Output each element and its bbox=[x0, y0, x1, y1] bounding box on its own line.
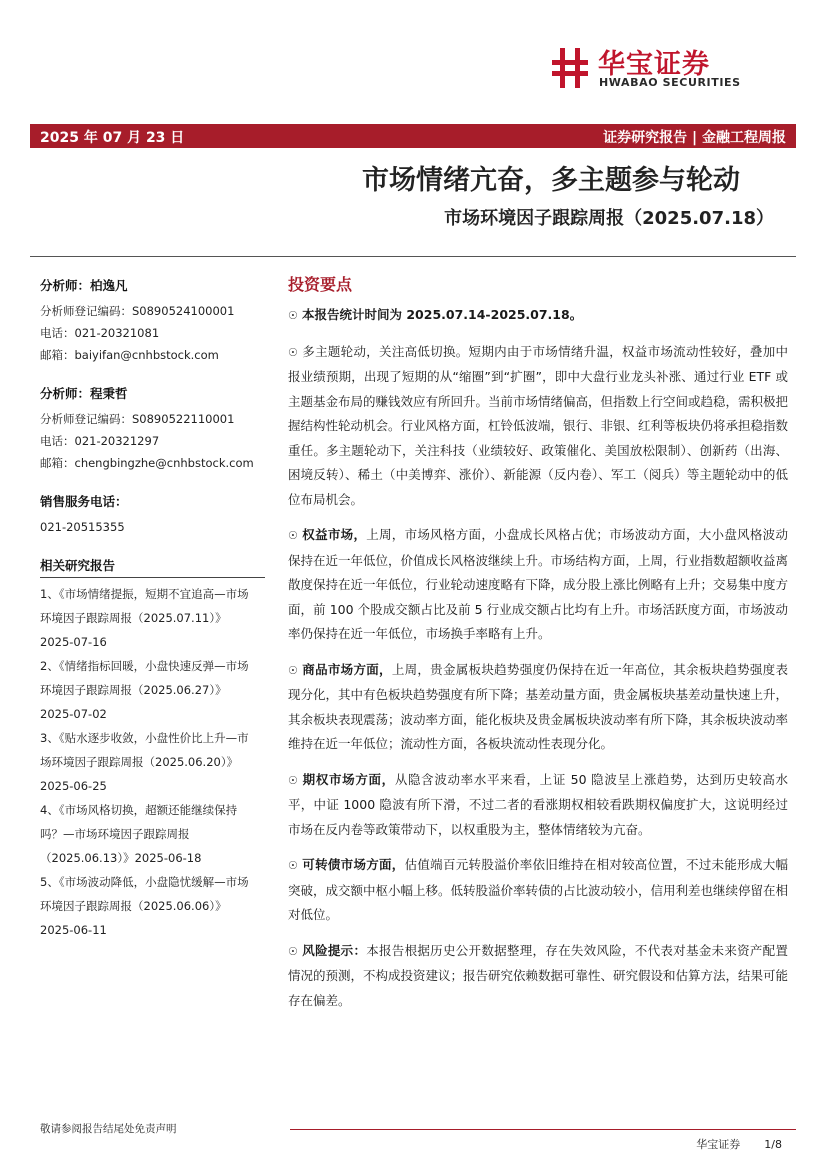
related-report-date: 2025-07-02 bbox=[40, 707, 107, 721]
analyst-block-2 bbox=[40, 384, 272, 474]
report-date: 2025 年 07 月 23 日 bbox=[40, 130, 185, 146]
bullet-icon: ☉ bbox=[288, 944, 298, 958]
key-point-lead: 期权市场方面， bbox=[302, 771, 395, 787]
key-point-lead: 权益市场， bbox=[302, 527, 367, 542]
key-point-period bbox=[288, 303, 788, 329]
key-point-text: 上周，市场风格方面，小盘成长风格占优；市场波动方面，大小盘风格波动保持在近一年低位，价值成长风格波继续上升。市场结构方面，上周，行业指数超额收益离散度保持在近一年低位，行业轮动速度略有下降，成分股上涨比例略有上升；交易集中度方面，前 100 个股成交额占比及前 5 行业成交额占比均有上升。市场活跃度方面，市场波动率仍保持在近一年低位，市场换手率略有上升。 bbox=[288, 527, 789, 641]
key-point-text: 上周，贵金属板块趋势强度仍保持在近一年高位，其余板块趋势强度表现分化，其中有色板块趋势强度有所下降；基差动量方面，贵金属板块基差动量快速上升，其余板块表现震荡；波动率方面，能化板块及贵金属板块波动率有所下降，其余板块波动率维持在近一年低位；流动性方面，各板块流动性表现分化。 bbox=[288, 661, 789, 751]
sales-label: 销售服务电话： bbox=[40, 494, 128, 509]
related-report-line: 4、《市场风格切换，超额还能继续保持 bbox=[40, 803, 238, 817]
related-report-line: 3、《贴水逐步收敛，小盘性价比上升—市 bbox=[40, 731, 249, 745]
bullet-icon: ☉ bbox=[288, 663, 298, 677]
related-report-line: 吗？—市场环境因子跟踪周报 bbox=[40, 827, 190, 841]
bullet-icon: ☉ bbox=[288, 859, 298, 872]
page-number: 1/8 bbox=[764, 1138, 782, 1151]
related-reports-heading: 相关研究报告 bbox=[40, 556, 265, 578]
footer-divider bbox=[290, 1129, 796, 1130]
related-report-item[interactable] bbox=[40, 798, 272, 870]
logo-mark-icon bbox=[548, 44, 592, 88]
header-bar bbox=[30, 124, 796, 148]
related-report-line: 1、《市场情绪提振，短期不宜追高—市场 bbox=[40, 587, 249, 601]
related-report-item[interactable] bbox=[40, 582, 272, 654]
logo-text-cn: 华宝证券 bbox=[598, 49, 710, 80]
related-report-line: 5、《市场波动降低，小盘隐忧缓解—市场 bbox=[40, 875, 249, 889]
related-report-line: 环境因子跟踪周报（2025.06.06）》 bbox=[40, 899, 227, 913]
page-title: 市场情绪亢奋，多主题参与轮动 bbox=[362, 165, 740, 196]
footer-disclaimer: 敬请参阅报告结尾处免责声明 bbox=[40, 1123, 177, 1135]
sidebar bbox=[40, 276, 272, 942]
related-report-date: （2025.06.13）》2025-06-18 bbox=[40, 851, 202, 865]
key-point-text: 本报告根据历史公开数据整理，存在失效风险，不代表对基金未来资产配置情况的预测，不构成投资建议；报告研究依赖数据可靠性、研究假设和估算方法，结果可能存在偏差。 bbox=[288, 942, 789, 1008]
bullet-icon: ☉ bbox=[288, 345, 298, 359]
key-point-risk bbox=[288, 939, 788, 1014]
key-point-commodity bbox=[288, 658, 788, 757]
analyst-name: 分析师：柏逸凡 bbox=[40, 278, 128, 293]
report-type: 证券研究报告 | 金融工程周报 bbox=[603, 130, 786, 146]
related-report-item[interactable] bbox=[40, 870, 272, 942]
sales-block bbox=[40, 492, 272, 538]
key-point-text: 估值端百元转股溢价率依旧维持在相对较高位置，不过未能形成大幅突破，成交额中枢小幅上移。低转股溢价率转债的占比波动较小，信用利差也继续停留在相对低位。 bbox=[288, 857, 789, 922]
footer-info bbox=[672, 1136, 782, 1152]
related-report-item[interactable] bbox=[40, 654, 272, 726]
page-subtitle: 市场环境因子跟踪周报（2025.07.18） bbox=[444, 208, 774, 229]
related-report-item[interactable] bbox=[40, 726, 272, 798]
key-point-lead: 可转债市场方面， bbox=[302, 857, 405, 872]
key-point-options bbox=[288, 768, 788, 843]
key-point-equity bbox=[288, 523, 788, 647]
analyst-cert: 分析师登记编码：S0890524100001 bbox=[40, 304, 235, 318]
analyst-cert: 分析师登记编码：S0890522110001 bbox=[40, 412, 235, 426]
sales-phone: 021-20515355 bbox=[40, 520, 125, 534]
main-content bbox=[288, 272, 788, 1024]
key-point-lead: 商品市场方面， bbox=[302, 661, 392, 677]
analyst-phone: 电话：021-20321081 bbox=[40, 326, 160, 340]
related-report-date: 2025-06-25 bbox=[40, 779, 107, 793]
analyst-name: 分析师：程秉哲 bbox=[40, 386, 128, 401]
key-point-lead: 风险提示： bbox=[302, 942, 367, 958]
key-point-text: 从隐含波动率水平来看，上证 50 隐波呈上涨趋势，达到历史较高水平，中证 1000 隐波有所下滑，不过二者的看涨期权相较看跌期权偏度扩大，这说明经过市场在反内卷等政策带动下，以权重股为主，整体情绪较为亢奋。 bbox=[288, 771, 788, 837]
bullet-icon: ☉ bbox=[288, 529, 298, 542]
related-report-date: 2025-06-11 bbox=[40, 923, 107, 937]
logo-text-en: HWABAO SECURITIES bbox=[599, 76, 741, 89]
related-reports bbox=[40, 556, 272, 942]
analyst-block-1 bbox=[40, 276, 272, 366]
key-point-text: 多主题轮动，关注高低切换。短期内由于市场情绪升温，权益市场流动性较好，叠加中报业绩预期，出现了短期的从“缩圈”到“扩圈”，即中大盘行业龙头补涨、通过行业 ETF 或主题基金布局的赚钱效应有所回升。当前市场情绪偏高，但指数上行空间或趋稳，需积极把握结构性轮动机会。行业风格方面，杠铃低波端，银行、非银、红利等板块仍将承担稳指数重任。多主题轮动下，关注科技（业绩较好、政策催化、美国放松限制）、创新药（出海、困境反转）、稀土（中美博弈、涨价）、新能源（反内卷）、军工（阅兵）等主题轮动中的低位布局机会。 bbox=[288, 343, 789, 507]
analyst-phone: 电话：021-20321297 bbox=[40, 434, 160, 448]
footer-company: 华宝证券 bbox=[696, 1138, 741, 1151]
analyst-email[interactable]: 邮箱：chengbingzhe@cnhbstock.com bbox=[40, 456, 254, 470]
header-divider bbox=[30, 256, 796, 257]
section-heading: 投资要点 bbox=[288, 275, 353, 294]
bullet-icon: ☉ bbox=[288, 773, 298, 787]
related-report-date: 2025-07-16 bbox=[40, 635, 107, 649]
related-report-line: 场环境因子跟踪周报（2025.06.20）》 bbox=[40, 755, 239, 769]
key-point-text: 本报告统计时间为 2025.07.14-2025.07.18。 bbox=[302, 307, 583, 322]
related-report-line: 环境因子跟踪周报（2025.06.27）》 bbox=[40, 683, 227, 697]
analyst-email[interactable]: 邮箱：baiyifan@cnhbstock.com bbox=[40, 348, 219, 362]
related-report-line: 2、《情绪指标回暖，小盘快速反弹—市场 bbox=[40, 659, 249, 673]
company-logo bbox=[548, 42, 783, 92]
related-report-line: 环境因子跟踪周报（2025.07.11）》 bbox=[40, 611, 227, 625]
key-point-convertible bbox=[288, 853, 788, 928]
key-point-theme bbox=[288, 340, 788, 513]
bullet-icon: ☉ bbox=[288, 309, 298, 322]
